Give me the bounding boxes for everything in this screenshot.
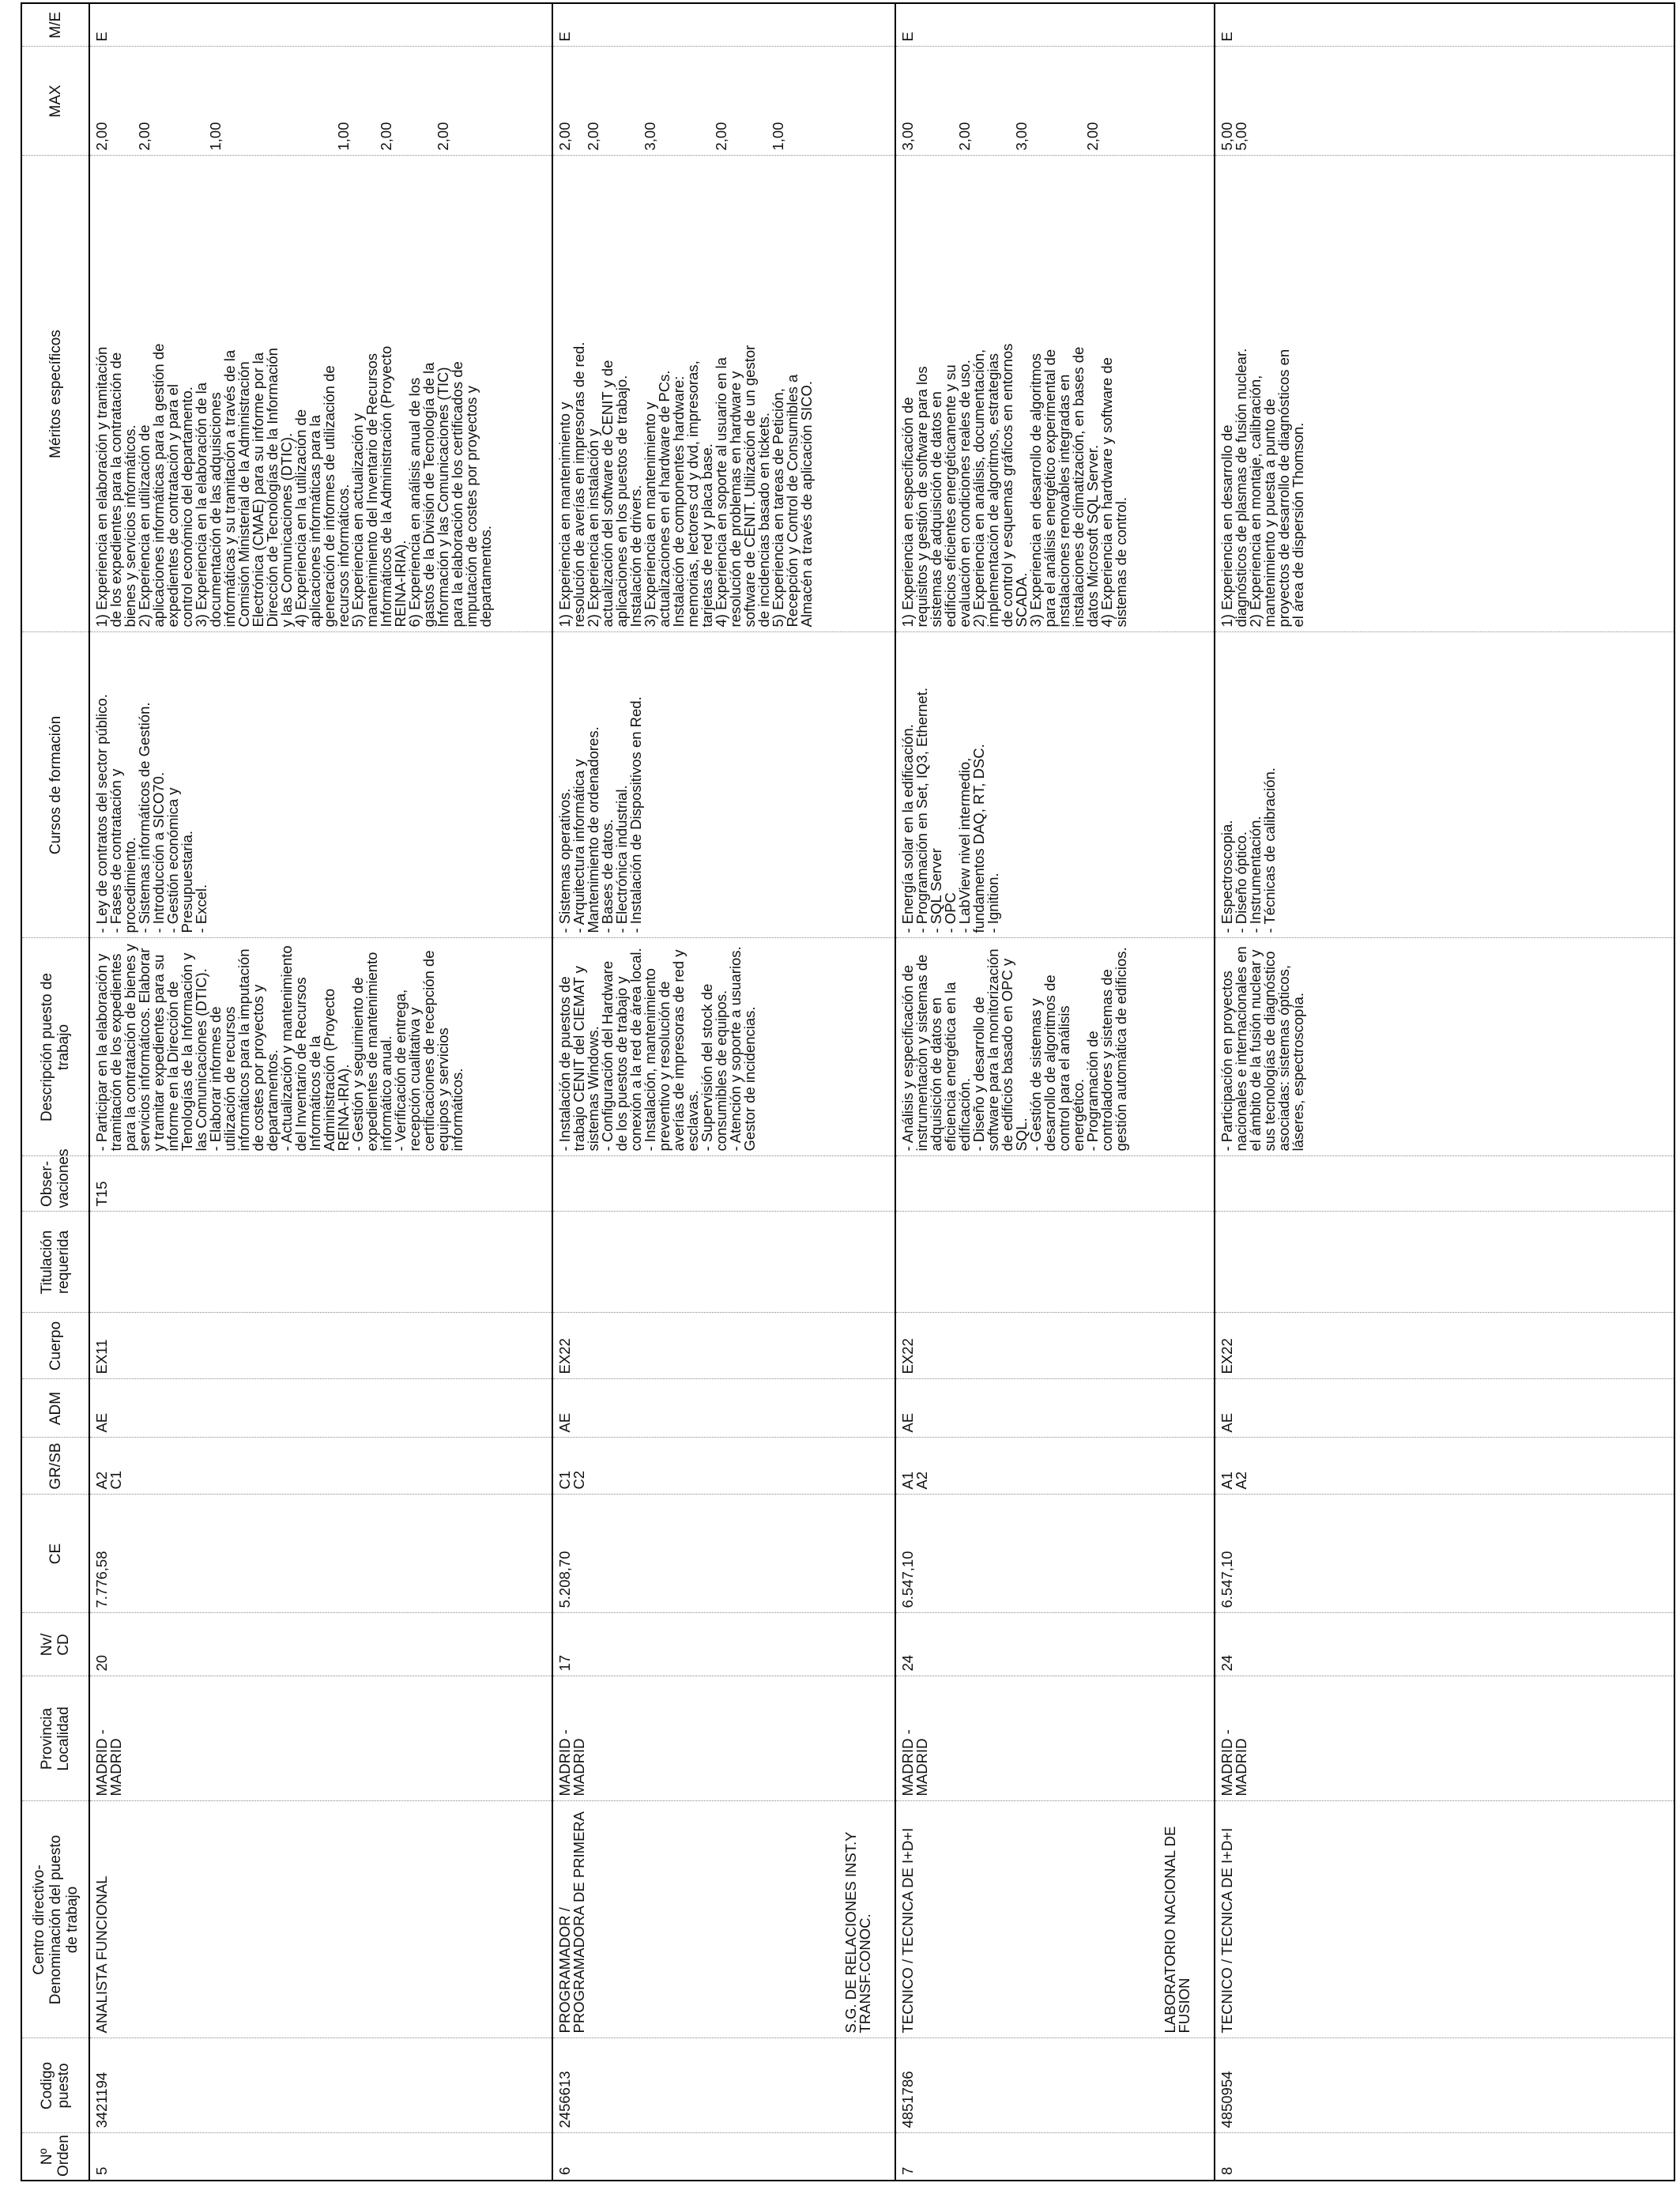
me-cell: E xyxy=(1215,3,1674,47)
me-cell: E xyxy=(552,3,895,47)
meritos-cell: 1) Experiencia en mantenimiento y resolución de averías en impresoras de red. 2) Experiencia en instalación y actualización del software de CENIT y de aplicaciones en los puestos de trabajo. Instalación de drivers. 3) Experiencia en mantenimiento y actualizaciones en el hardware de PCs. Instalación de componentes hardware: memorias, lectores cd y dvd, impresoras, tarjetas de red y placa base. 4) Experiencia en soporte al usuario en la resolución de problemas en hardware y software de CENIT. Utilización de un gestor de incidencias basado en tickets. 5) Experiencia en tareas de Petición, Recepción y Control de Consumibles a Almacén a través de aplicación SICO. xyxy=(552,156,895,632)
meritos-cell: 1) Experiencia en elaboración y tramitación de los expedientes para la contratación de bienes y servicios informáticos. 2) Experiencia en utilización de aplicaciones informáticas para la gestión de expedientes de contratación y para el control económico del departamento. 3) Experiencia en la elaboración de la documentación de las adquisiciones informáticas y su tramitación a través de la Comisión Ministerial de la Administración Electrónica (CMAE) para su informe por la Dirección de Tecnologías de la Información y las Comunicaciones (DTIC). 4) Experiencia en la utilización de aplicaciones informáticas para la generación de informes de utilización de recursos informáticos. 5) Experiencia en actualización y mantenimiento del Inventario de Recursos Informáticos de la Administración (Proyecto REINA-IRIA). 6) Experiencia en análisis anual de los gastos de la División de Tecnología de la Información y las Comunicaciones (TIC) para la elaboración de los certificados de imputación de costes por proyectos y departamentos. xyxy=(89,156,552,632)
codigo-cell: 3421194 xyxy=(89,2038,552,2133)
header-cursos: Cursos de formación xyxy=(21,632,89,938)
max-cell xyxy=(1215,47,1674,156)
descripcion-cell: - Participar en la elaboración y tramitación de los expedientes para la contratación de bienes y servicios informáticos. Elaborar y tramitar expedientes para su informe en la Dirección de Tenologías de la Información y las Comunicaciones (DTIC). - Elaborar informes de utilización de recursos informáticos para la imputación de costes por proyectos y departamentos. - Actualización y mantenimiento del Inventario de Recursos Informáticos de la Administración (Proyecto REINA-IRIA). - Gestión y seguimiento de expedientes de mantenimiento informático anual. - Verificación de entrega, recepción cualitativa y certificaciones de recepción de equipos y servicios informáticos. xyxy=(89,938,552,1156)
codigo-cell: 4851786 xyxy=(895,2038,1215,2133)
grupo-cell: A2 C1 xyxy=(89,1438,552,1495)
meritos-cell: 1) Experiencia en desarrollo de diagnósticos de plasmas de fusión nuclear. 2) Experiencia en montaje, calibración, mantenimiento y puesta a punto de proyectos de desarrollo de diagnósticos en el área de dispersión Thomson. xyxy=(1215,156,1674,632)
me-cell: E xyxy=(895,3,1215,47)
grupo-cell: A1 A2 xyxy=(895,1438,1215,1495)
cursos-cell: - Espectroscopia. - Diseño óptico. - Instrumentación. - Técnicas de calibración. xyxy=(1215,632,1674,938)
provincia-cell: MADRID - MADRID xyxy=(552,1676,895,1801)
header-adm: ADM xyxy=(21,1379,89,1438)
max-score: 2,00 xyxy=(713,122,729,151)
max-score: 2,00 xyxy=(136,122,153,151)
cursos-cell: - Energía solar en la edificación. - Programación en Set, IQ3, Ethernet. - SQL Server - OPC - LabView nivel intermedio, fundamentos DAQ, RT, DSC. - Ignition. xyxy=(895,632,1215,938)
nivel-cell: 24 xyxy=(895,1613,1215,1676)
max-score: 2,00 xyxy=(93,122,110,151)
centro-cell xyxy=(1162,1801,1674,2038)
max-cell xyxy=(895,47,1215,156)
orden-cell: 6 xyxy=(552,2133,895,2181)
nivel-cell: 20 xyxy=(89,1613,552,1676)
header-me: M/E xyxy=(21,3,89,47)
max-cell xyxy=(552,47,895,156)
observaciones-cell xyxy=(895,1156,1215,1212)
header-codigo: Codigo puesto xyxy=(21,2038,89,2133)
ce-cell: 6.547,10 xyxy=(1215,1495,1674,1613)
orden-cell: 5 xyxy=(89,2133,552,2181)
observaciones-cell: T15 xyxy=(89,1156,552,1212)
adm-cell: AE xyxy=(1215,1379,1674,1438)
titulacion-cell xyxy=(895,1212,1215,1313)
descripcion-cell: - Análisis y especificación de instrumentación y sistemas de adquisición de datos en eficiencia energética en la edificación. - Diseño y desarrollo de software para la monitorización de edificios basado en OPC y SQL. - Gestión de sistemas y desarrollo de algoritmos de control para el análisis energético. - Programación de controladores y sistemas de gestión automática de edificios. xyxy=(895,938,1215,1156)
centro-directivo-text: LABORATORIO NACIONAL DE FUSION xyxy=(1162,1826,1192,2034)
max-score: 2,00 xyxy=(378,122,394,151)
adm-cell: AE xyxy=(552,1379,895,1438)
header-grupo: GR/SB xyxy=(21,1438,89,1495)
job-positions-table xyxy=(21,2,1675,2181)
observaciones-cell xyxy=(552,1156,895,1212)
provincia-cell: MADRID - MADRID xyxy=(1215,1676,1674,1801)
cuerpo-cell: EX22 xyxy=(552,1313,895,1379)
header-titulacion: Titulación requerida xyxy=(21,1212,89,1313)
max-score: 3,00 xyxy=(1013,122,1030,151)
grupo-cell: C1 C2 xyxy=(552,1438,895,1495)
header-provincia: Provincia Localidad xyxy=(21,1676,89,1801)
max-score: 3,00 xyxy=(899,122,916,151)
max-score: 1,00 xyxy=(335,122,352,151)
grupo-cell: A1 A2 xyxy=(1215,1438,1674,1495)
max-score: 5,00 xyxy=(1233,122,1249,151)
denominacion-text: TECNICO / TECNICA DE I+D+I xyxy=(1219,1827,1235,2034)
header-nivel: Nv/ CD xyxy=(21,1613,89,1676)
max-score: 3,00 xyxy=(642,122,658,151)
max-score: 1,00 xyxy=(207,122,224,151)
adm-cell: AE xyxy=(895,1379,1215,1438)
cuerpo-cell: EX11 xyxy=(89,1313,552,1379)
me-cell: E xyxy=(89,3,552,47)
max-score: 1,00 xyxy=(770,122,786,151)
titulacion-cell xyxy=(552,1212,895,1313)
header-orden: Nº Orden xyxy=(21,2133,89,2181)
centro-directivo-text: S.G. DE RELACIONES INST.Y TRANSF.CONOC. xyxy=(842,1831,873,2034)
denominacion-text: ANALISTA FUNCIONAL xyxy=(93,1875,110,2034)
denominacion-text: PROGRAMADOR / PROGRAMADORA DE PRIMERA xyxy=(556,1811,587,2034)
orden-cell: 7 xyxy=(895,2133,1215,2181)
titulacion-cell xyxy=(1215,1212,1674,1313)
max-score: 2,00 xyxy=(956,122,973,151)
ce-cell: 7.776,58 xyxy=(89,1495,552,1613)
header-centro: Centro directivo- Denominación del puesto de trabajo xyxy=(21,1801,89,2038)
provincia-cell: MADRID - MADRID xyxy=(895,1676,1215,1801)
max-score: 5,00 xyxy=(1219,122,1235,151)
titulacion-cell xyxy=(89,1212,552,1313)
centro-cell xyxy=(89,1801,552,2038)
header-max: MAX xyxy=(21,47,89,156)
max-score: 2,00 xyxy=(1084,122,1101,151)
cuerpo-cell: EX22 xyxy=(895,1313,1215,1379)
adm-cell: AE xyxy=(89,1379,552,1438)
codigo-cell: 2456613 xyxy=(552,2038,895,2133)
ce-cell: 6.547,10 xyxy=(895,1495,1215,1613)
meritos-cell: 1) Experiencia en especificación de requisitos y gestión de software para los sistemas de adquisición de datos en edificios eficientes energéticamente y su evaluación en condiciones reales de uso. 2) Experiencia en análisis, documentación, implementación de algoritmos, estrategias de control y esquemas gráficos en entornos SCADA. 3) Experiencia en desarrollo de algoritmos para el análisis energético experimental de instalaciones renovables integradas en instalaciones de climatización, en bases de datos Microsoft SQL Server. 4) Experiencia en hardware y software de sistemas de control. xyxy=(895,156,1215,632)
table-row xyxy=(1215,3,1674,2181)
header-row xyxy=(21,3,89,2181)
header-meritos: Méritos específicos xyxy=(21,156,89,632)
max-cell xyxy=(89,47,552,156)
provincia-cell: MADRID - MADRID xyxy=(89,1676,552,1801)
header-ce: CE xyxy=(21,1495,89,1613)
header-observaciones: Obser- vaciones xyxy=(21,1156,89,1212)
header-descripcion: Descripción puesto de trabajo xyxy=(21,938,89,1156)
cuerpo-cell: EX22 xyxy=(1215,1313,1674,1379)
cursos-cell: - Sistemas operativos. - Arquitectura informática y Mantenimiento de ordenadores. - Bases de datos. - Electrónica industrial. - Instalación de Dispositivos en Red. xyxy=(552,632,895,938)
nivel-cell: 24 xyxy=(1215,1613,1674,1676)
observaciones-cell xyxy=(1215,1156,1674,1212)
ce-cell: 5.208,70 xyxy=(552,1495,895,1613)
codigo-cell: 4850954 xyxy=(1215,2038,1674,2133)
max-score: 2,00 xyxy=(585,122,601,151)
max-score: 2,00 xyxy=(556,122,573,151)
header-cuerpo: Cuerpo xyxy=(21,1313,89,1379)
table-row xyxy=(89,3,552,2181)
orden-cell: 8 xyxy=(1215,2133,1674,2181)
descripcion-cell: - Participación en proyectos nacionales e internacionales en el ámbito de la fusión nuclear y sus tecnologías de diagnóstico asociadas: sistemas ópticos, láseres, espectroscopía. xyxy=(1215,938,1674,1156)
cursos-cell: - Ley de contratos del sector público. - Fases de contratación y procedimiento. - Sistemas informáticos de Gestión. - Introducción a SICO70. - Gestión económica y Presupuestaria. - Excel. xyxy=(89,632,552,938)
max-score: 2,00 xyxy=(435,122,451,151)
descripcion-cell: - Instalación de puestos de trabajo CENIT del CIEMAT y sistemas Windows. - Configuración del Hardware de los puestos de trabajo y conexión a la red de área local. - Instalación, mantenimiento preventivo y resolución de averías de impresoras de red y esclavas. - Supervisión del stock de consumibles de equipos. - Atención y soporte a usuarios. Gestor de incidencias. xyxy=(552,938,895,1156)
denominacion-text: TECNICO / TECNICA DE I+D+I xyxy=(899,1827,916,2034)
nivel-cell: 17 xyxy=(552,1613,895,1676)
